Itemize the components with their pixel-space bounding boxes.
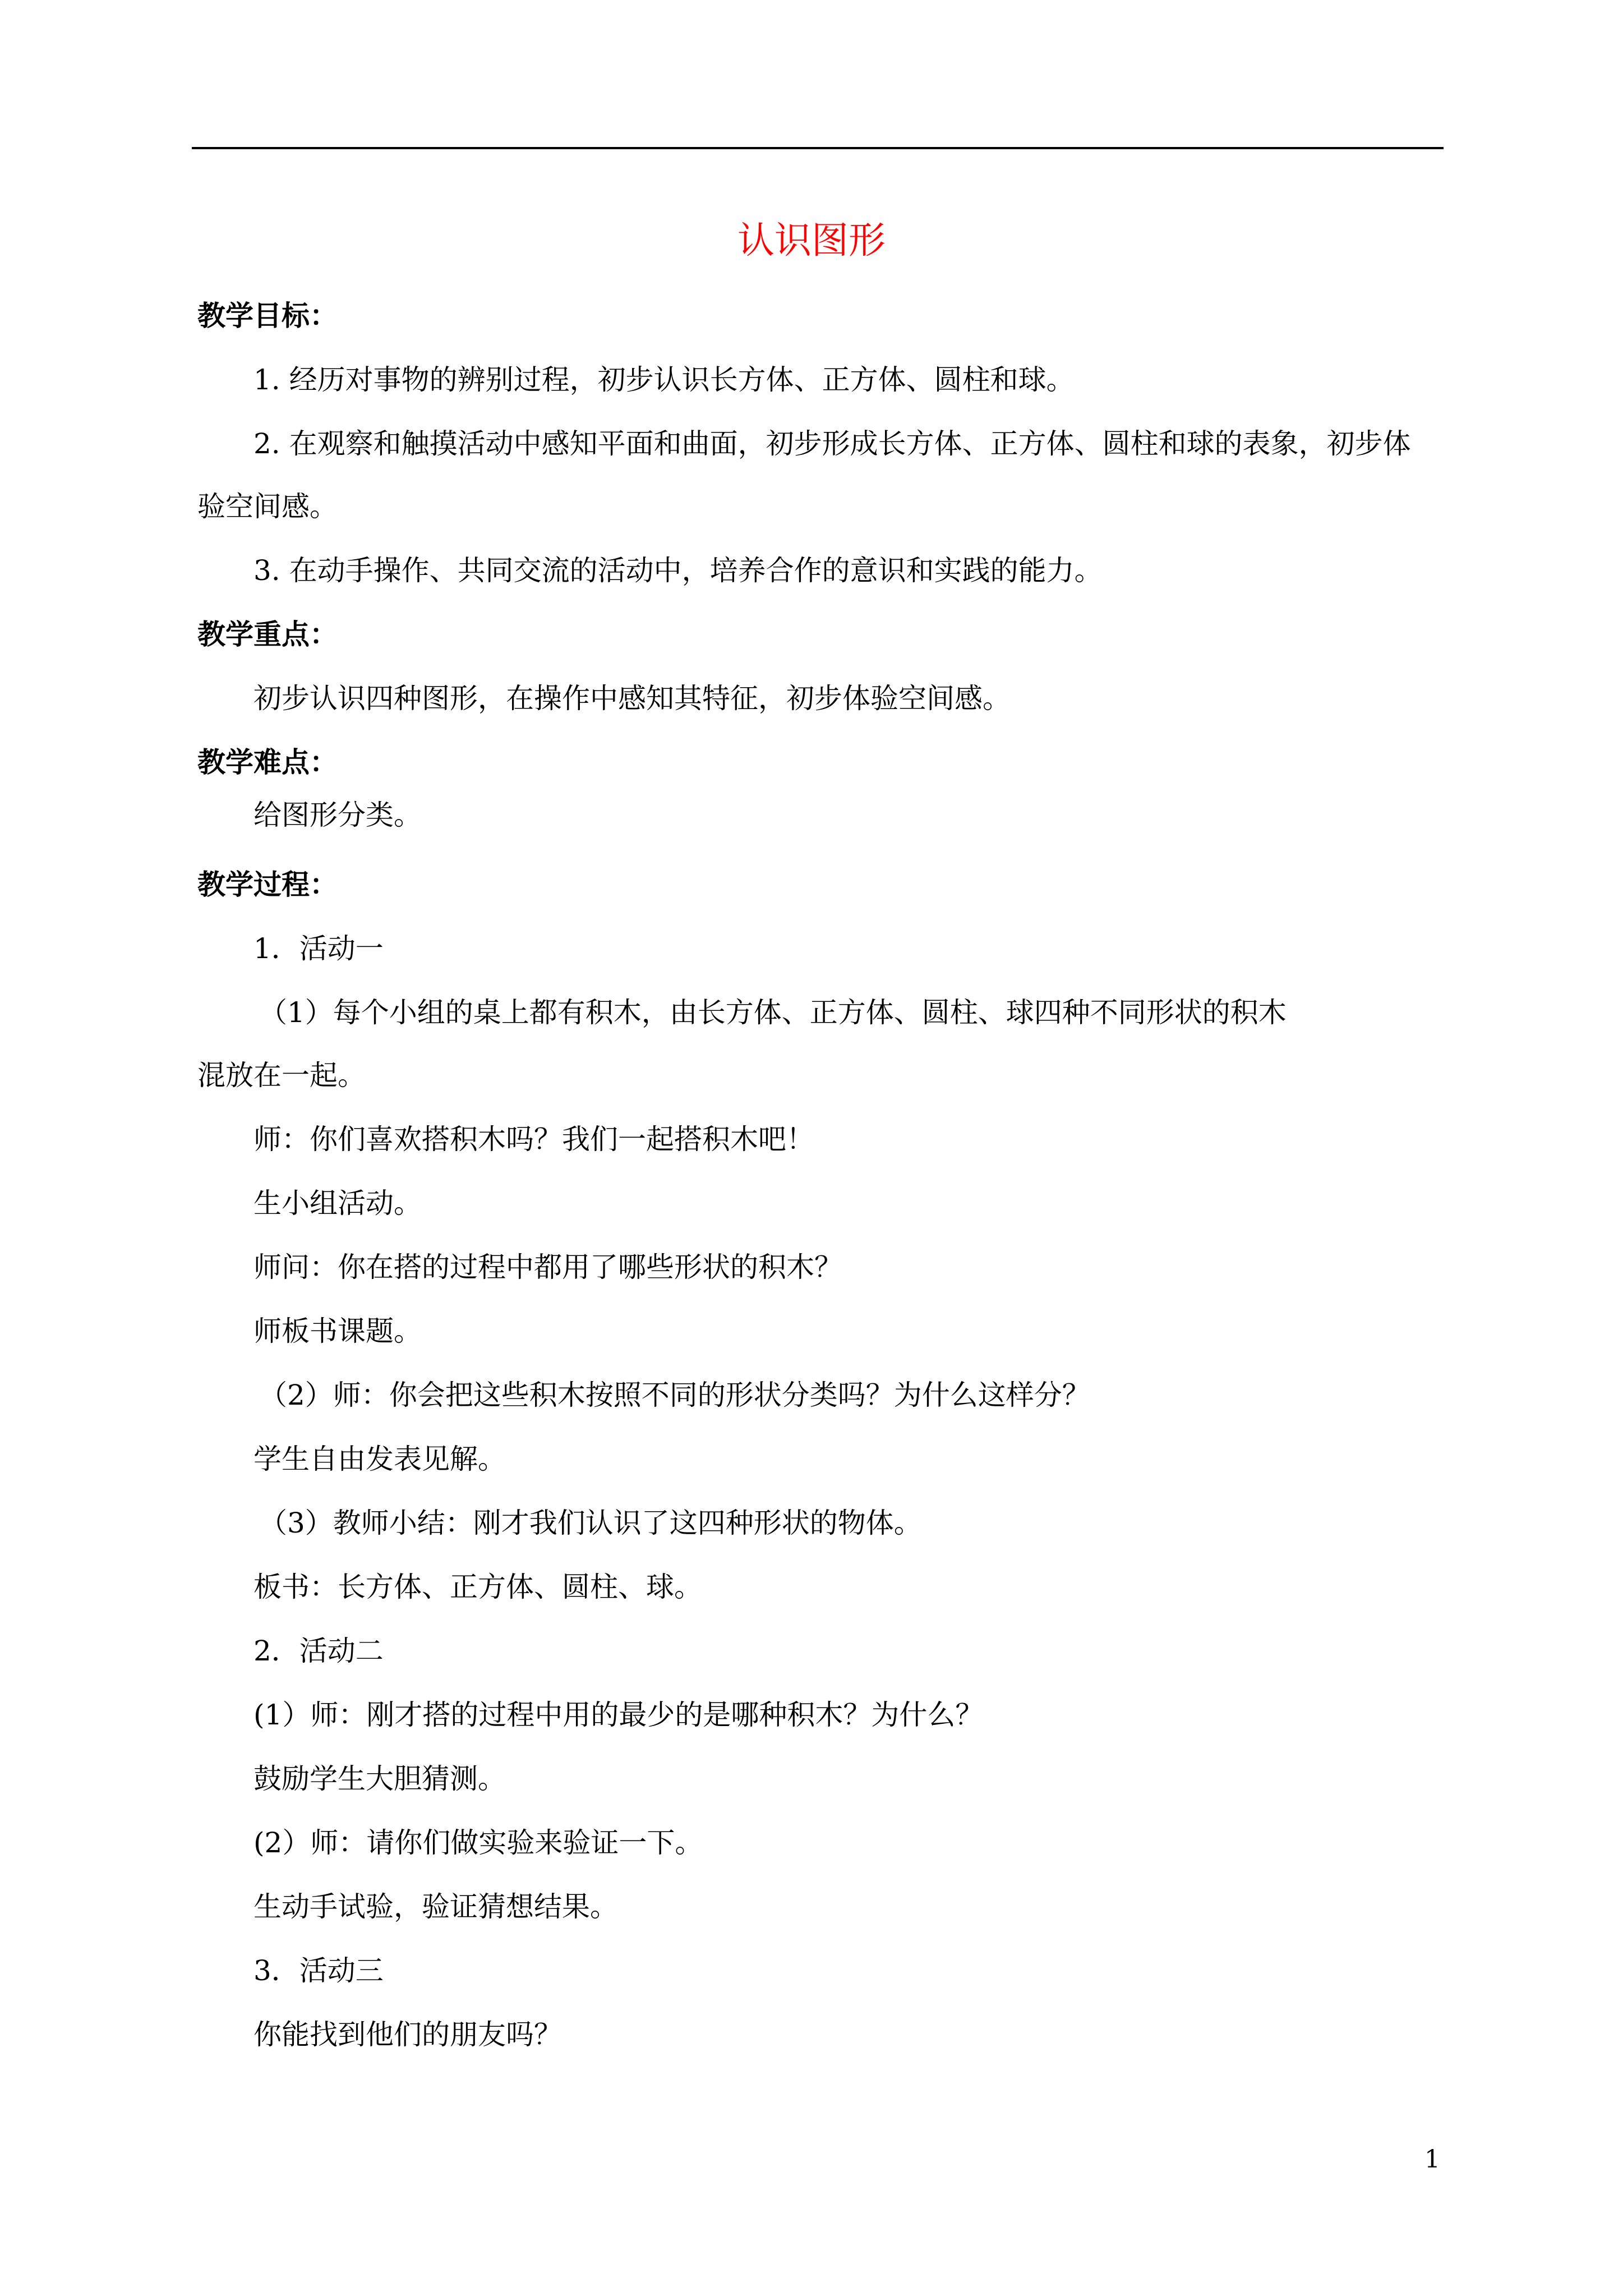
process-line: 混放在一起。 — [197, 1059, 366, 1092]
process-line: 师：你们喜欢搭积木吗？我们一起搭积木吧！ — [253, 1123, 814, 1156]
key-points-heading: 教学重点： — [197, 618, 338, 651]
process-line: (1）师：刚才搭的过程中用的最少的是哪种积木？为什么？ — [253, 1699, 984, 1731]
process-line: (2）师：请你们做实验来验证一下。 — [253, 1826, 703, 1859]
objective-2-continued: 验空间感。 — [197, 490, 338, 523]
process-line: 板书：长方体、正方体、圆柱、球。 — [253, 1571, 702, 1603]
process-line: 学生自由发表见解。 — [253, 1443, 506, 1475]
process-line: 生小组活动。 — [253, 1187, 422, 1220]
process-line: 生动手试验，验证猜想结果。 — [253, 1890, 618, 1923]
process-line: 2．活动二 — [253, 1635, 384, 1667]
key-points-text: 初步认识四种图形，在操作中感知其特征，初步体验空间感。 — [253, 682, 1011, 715]
process-line: （2）师：你会把这些积木按照不同的形状分类吗？为什么这样分？ — [259, 1379, 1090, 1411]
objective-2: 2. 在观察和触摸活动中感知平面和曲面，初步形成长方体、正方体、圆柱和球的表象，初步体 — [253, 427, 1411, 460]
header-rule — [192, 147, 1444, 149]
objective-3: 3. 在动手操作、共同交流的活动中，培养合作的意识和实践的能力。 — [253, 554, 1103, 587]
process-line: 3．活动三 — [253, 1954, 384, 1987]
page-number: 1 — [1424, 2145, 1440, 2174]
difficulty-text: 给图形分类。 — [253, 799, 422, 831]
difficulty-heading: 教学难点： — [197, 746, 338, 779]
process-line: 师板书课题。 — [253, 1315, 422, 1347]
process-line: 你能找到他们的朋友吗？ — [253, 2018, 562, 2051]
process-line: 1．活动一 — [253, 932, 384, 965]
process-line: （3）教师小结：刚才我们认识了这四种形状的物体。 — [259, 1507, 922, 1539]
document-title: 认识图形 — [737, 219, 886, 262]
process-line: 鼓励学生大胆猜测。 — [253, 1763, 506, 1795]
objectives-heading: 教学目标： — [197, 299, 338, 332]
objective-1: 1. 经历对事物的辨别过程，初步认识长方体、正方体、圆柱和球。 — [253, 364, 1075, 396]
process-line: 师问：你在搭的过程中都用了哪些形状的积木？ — [253, 1251, 842, 1283]
process-heading: 教学过程： — [197, 868, 338, 901]
process-line: （1）每个小组的桌上都有积木，由长方体、正方体、圆柱、球四种不同形状的积木 — [259, 996, 1287, 1029]
